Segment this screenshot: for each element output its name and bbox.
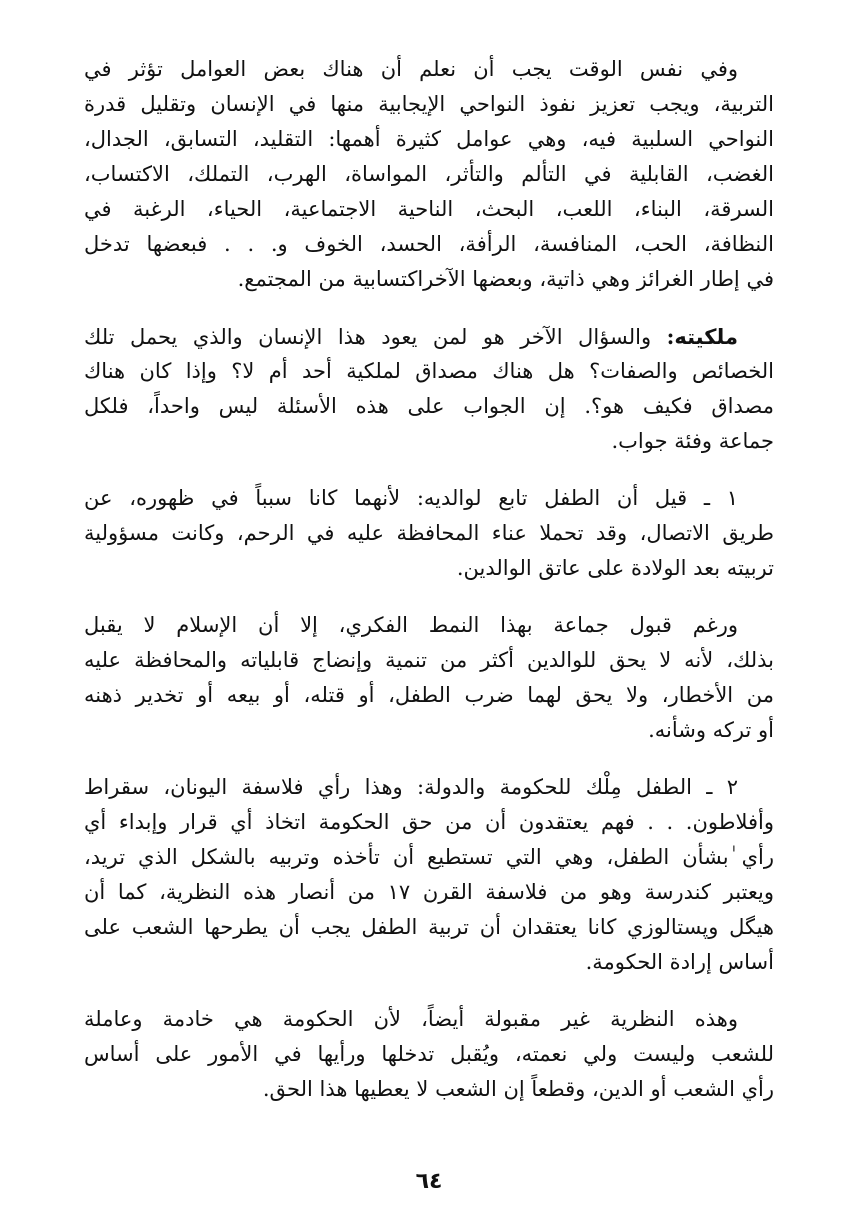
text-line xyxy=(84,551,774,586)
text-line xyxy=(84,945,774,980)
paragraph xyxy=(84,52,774,297)
text-line xyxy=(84,424,774,459)
line-text: مصداق فكيف هو؟. إن الجواب على هذه الأسئلة ليس واحداً، فلكل xyxy=(84,394,774,418)
line-text: الخصائص والصفات؟ هل هناك مصداق لملكية أحد أم لا؟ وإذا كان هناك xyxy=(84,359,774,383)
text-line xyxy=(84,157,774,192)
line-text: هيگل وپستالوزي كانا يعتقدان أن تربية الطفل يجب أن يطرحها الشعب على xyxy=(84,915,774,939)
text-line xyxy=(84,87,774,122)
line-text: ورغم قبول جماعة بهذا النمط الفكري، إلا أن الإسلام لا يقبل xyxy=(84,613,738,637)
text-line xyxy=(84,805,774,840)
line-text: وهذه النظرية غير مقبولة أيضاً، لأن الحكومة هي خادمة وعاملة xyxy=(84,1007,738,1031)
line-text: وفي نفس الوقت يجب أن نعلم أن هناك بعض العوامل تؤثر في xyxy=(84,57,738,81)
line-text: رأي ٰبشأن الطفل، وهي التي تستطيع أن تأخذه وتربيه بالشكل الذي تريد، xyxy=(84,845,774,869)
paragraph xyxy=(84,608,774,748)
text-line xyxy=(84,678,774,713)
line-text: ٢ ـ الطفل مِلْك للحكومة والدولة: وهذا رأي فلاسفة اليونان، سقراط xyxy=(84,775,738,799)
line-text: للشعب وليست ولي نعمته، ويُقبل تدخلها ورأيها في الأمور على أساس xyxy=(84,1042,774,1066)
text-line xyxy=(84,643,774,678)
line-text: النواحي السلبية فيه، وهي عوامل كثيرة أهمها: التقليد، التسابق، الجدال، xyxy=(84,127,774,151)
line-text: في إطار الغرائز وهي ذاتية، وبعضها الآخراكتسابية من المجتمع. xyxy=(237,267,774,291)
line-text: السرقة، البناء، اللعب، البحث، الناحية الاجتماعية، الحياء، الرغبة في xyxy=(84,197,774,221)
text-line xyxy=(84,389,774,424)
text-line xyxy=(84,481,774,516)
line-text: أساس إرادة الحكومة. xyxy=(585,950,774,974)
text-line xyxy=(84,840,774,875)
text-line xyxy=(84,354,774,389)
paragraph xyxy=(84,481,774,586)
text-line xyxy=(84,770,774,805)
text-line xyxy=(84,608,774,643)
paragraph xyxy=(84,1002,774,1107)
text-line xyxy=(84,713,774,748)
line-text: أو تركه وشأنه. xyxy=(648,718,774,742)
line-text: والسؤال الآخر هو لمن يعود هذا الإنسان والذي يحمل تلك xyxy=(84,325,667,349)
line-text: رأي الشعب أو الدين، وقطعاً إن الشعب لا يعطيها هذا الحق. xyxy=(262,1077,774,1101)
line-text: بذلك، لأنه لا يحق للوالدين أكثر من تنمية وإنضاج قابلياته والمحافظة عليه xyxy=(84,648,774,672)
line-text: جماعة وفئة جواب. xyxy=(611,429,774,453)
text-line xyxy=(84,122,774,157)
text-line xyxy=(84,1002,774,1037)
bold-lead-term: ملكيته: xyxy=(666,324,738,349)
text-line xyxy=(84,262,774,297)
line-text: النظافة، الحب، المنافسة، الرأفة، الحسد، الخوف و. . . فبعضها تدخل xyxy=(84,232,774,256)
text-line xyxy=(84,227,774,262)
line-text: وأفلاطون. . . فهم يعتقدون أن من حق الحكومة اتخاذ أي قرار وإبداء أي xyxy=(84,810,774,834)
line-text: تربيته بعد الولادة على عاتق الوالدين. xyxy=(456,556,774,580)
text-line xyxy=(84,516,774,551)
text-line xyxy=(84,52,774,87)
line-text: الغضب، القابلية في التألم والتأثر، المواساة، الهرب، التملك، الاكتساب، xyxy=(84,162,774,186)
paragraph xyxy=(84,770,774,980)
line-text: ويعتبر كندرسة وهو من فلاسفة القرن ١٧ من أنصار هذه النظرية، كما أن xyxy=(84,880,774,904)
document-body xyxy=(84,52,774,1129)
text-line xyxy=(84,1037,774,1072)
paragraph xyxy=(84,319,774,459)
text-line xyxy=(84,910,774,945)
text-line xyxy=(84,319,774,354)
text-line xyxy=(84,875,774,910)
text-line xyxy=(84,192,774,227)
line-text: ١ ـ قيل أن الطفل تابع لوالديه: لأنهما كانا سبباً في ظهوره، عن xyxy=(84,486,738,510)
line-text: طريق الاتصال، وقد تحملا عناء المحافظة عليه في الرحم، وكانت مسؤولية xyxy=(84,521,774,545)
page-number: ٦٤ xyxy=(415,1168,443,1194)
line-text: من الأخطار، ولا يحق لهما ضرب الطفل، أو قتله، أو بيعه أو تخدير ذهنه xyxy=(84,683,774,707)
line-text: التربية، ويجب تعزيز نفوذ النواحي الإيجابية منها في الإنسان وتقليل قدرة xyxy=(84,92,774,116)
text-line xyxy=(84,1072,774,1107)
